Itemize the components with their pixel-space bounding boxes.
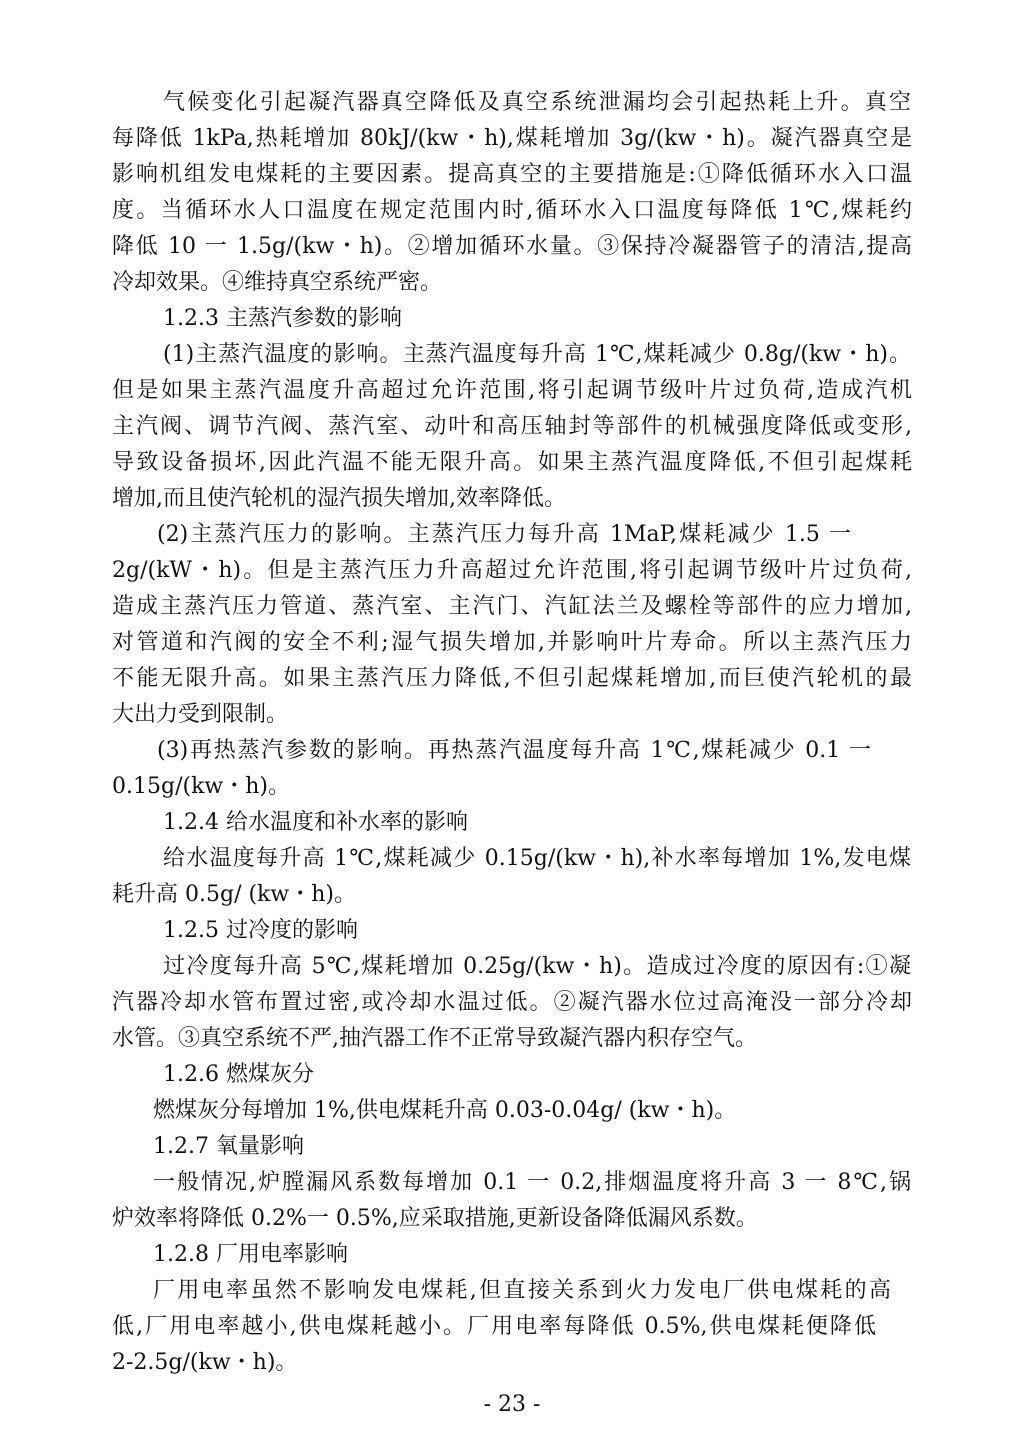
text-line: (2)主蒸汽压力的影响。主蒸汽压力每升高 1MaP,煤耗减少 1.5 一 — [157, 522, 851, 547]
text-line: 2-2.5g/(kw・h)。 — [112, 1350, 298, 1375]
text-line: 对管道和汽阀的安全不利;湿气损失增加,并影响叶片寿命。所以主蒸汽压力 — [112, 630, 912, 655]
text-line: 主汽阀、调节汽阀、蒸汽室、动叶和高压轴封等部件的机械强度降低或变形, — [112, 414, 912, 439]
text-line: 但是如果主蒸汽温度升高超过允许范围,将引起调节级叶片过负荷,造成汽机 — [112, 378, 912, 403]
text-line: 增加,而且使汽轮机的湿汽损失增加,效率降低。 — [112, 486, 566, 511]
section-heading: 1.2.3 主蒸汽参数的影响 — [163, 306, 402, 331]
text-line: 0.15g/(kw・h)。 — [112, 774, 290, 799]
text-line: 厂用电率虽然不影响发电煤耗,但直接关系到火力发电厂供电煤耗的高 — [153, 1278, 891, 1303]
text-line: (3)再热蒸汽参数的影响。再热蒸汽温度每升高 1℃,煤耗减少 0.1 一 — [157, 738, 871, 763]
text-line: 2g/(kW・h)。但是主蒸汽压力升高超过允许范围,将引起调节级叶片过负荷, — [112, 558, 912, 583]
text-line: 冷却效果。④维持真空系统严密。 — [112, 270, 443, 295]
text-line: 炉效率将降低 0.2%一 0.5%,应采取措施,更新设备降低漏风系数。 — [112, 1206, 758, 1231]
section-heading: 1.2.6 燃煤灰分 — [163, 1062, 314, 1087]
text-line: 度。当循环水人口温度在规定范围内时,循环水入口温度每降低 1℃,煤耗约 — [112, 198, 912, 223]
text-line: 一般情况,炉膛漏风系数每增加 0.1 一 0.2,排烟温度将升高 3 一 8℃,锅 — [153, 1170, 911, 1195]
text-line: 造成主蒸汽压力管道、蒸汽室、主汽门、汽缸法兰及螺栓等部件的应力增加, — [112, 594, 912, 619]
text-line: 影响机组发电煤耗的主要因素。提高真空的主要措施是:①降低循环水入口温 — [112, 162, 912, 187]
text-line: 汽器冷却水管布置过密,或冷却水温过低。②凝汽器水位过高淹没一部分冷却 — [112, 990, 912, 1015]
text-line: 气候变化引起凝汽器真空降低及真空系统泄漏均会引起热耗上升。真空 — [163, 90, 911, 115]
text-line: 低,厂用电率越小,供电煤耗越小。厂用电率每降低 0.5%,供电煤耗便降低 — [112, 1314, 876, 1339]
text-line: 降低 10 一 1.5g/(kw・h)。②增加循环水量。③保持冷凝器管子的清洁,提高 — [112, 234, 912, 259]
text-line: 耗升高 0.5g/ (kw・h)。 — [112, 882, 356, 907]
section-heading: 1.2.5 过冷度的影响 — [163, 918, 358, 943]
text-line: 导致设备损坏,因此汽温不能无限升高。如果主蒸汽温度降低,不但引起煤耗 — [112, 450, 912, 475]
section-heading: 1.2.7 氧量影响 — [153, 1134, 304, 1159]
text-line: (1)主蒸汽温度的影响。主蒸汽温度每升高 1℃,煤耗减少 0.8g/(kw・h)。 — [163, 342, 911, 367]
section-heading: 1.2.4 给水温度和补水率的影响 — [163, 810, 468, 835]
text-line: 燃煤灰分每增加 1%,供电煤耗升高 0.03-0.04g/ (kw・h)。 — [153, 1098, 737, 1123]
text-line: 不能无限升高。如果主蒸汽压力降低,不但引起煤耗增加,而巨使汽轮机的最 — [112, 666, 912, 691]
text-line: 水管。③真空系统不严,抽汽器工作不正常导致凝汽器内积存空气。 — [112, 1026, 757, 1051]
text-line: 每降低 1kPa,热耗增加 80kJ/(kw・h),煤耗增加 3g/(kw・h)。凝汽器真空是 — [112, 126, 912, 151]
page-number: - 23 - — [483, 1392, 541, 1417]
text-line: 给水温度每升高 1℃,煤耗减少 0.15g/(kw・h),补水率每增加 1%,发电煤 — [163, 846, 911, 871]
text-line: 大出力受到限制。 — [112, 702, 289, 727]
section-heading: 1.2.8 厂用电率影响 — [153, 1242, 348, 1267]
text-line: 过冷度每升高 5℃,煤耗增加 0.25g/(kw・h)。造成过冷度的原因有:①凝 — [163, 954, 911, 979]
